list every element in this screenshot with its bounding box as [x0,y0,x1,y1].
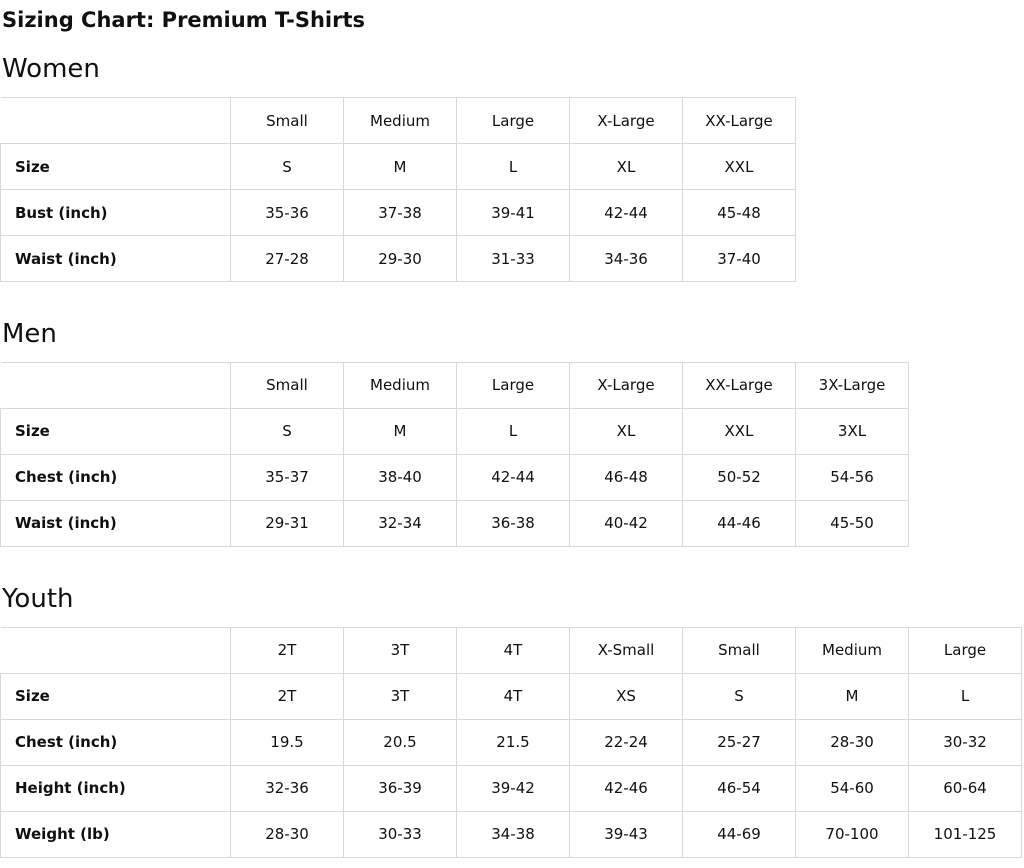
table-cell: 29-30 [344,236,457,282]
size-table-youth [0,627,1022,858]
table-cell: 30-33 [344,811,457,857]
row-header: Size [1,673,231,719]
table-cell: XS [570,673,683,719]
column-header: 3T [344,627,457,673]
table-row [1,454,909,500]
table-cell: 39-43 [570,811,683,857]
table-cell: 34-36 [570,236,683,282]
table-cell: 29-31 [231,500,344,546]
table-corner-cell [1,362,231,408]
table-header-row [1,98,796,144]
table-corner-cell [1,98,231,144]
table-row [1,236,796,282]
section-heading-youth: Youth [2,583,74,614]
table-cell: 25-27 [683,719,796,765]
table-cell: 70-100 [796,811,909,857]
table-cell: 21.5 [457,719,570,765]
table-cell: 32-36 [231,765,344,811]
table-cell: XL [570,144,683,190]
table-cell: 3XL [796,408,909,454]
column-header: XX-Large [683,98,796,144]
table-cell: 54-60 [796,765,909,811]
table-cell: M [344,144,457,190]
column-header: 2T [231,627,344,673]
table-cell: M [796,673,909,719]
table-cell: 22-24 [570,719,683,765]
table-cell: 36-38 [457,500,570,546]
table-cell: 27-28 [231,236,344,282]
table-row [1,719,1022,765]
column-header: Small [683,627,796,673]
table-cell: XXL [683,408,796,454]
table-cell: 45-50 [796,500,909,546]
row-header: Waist (inch) [1,236,231,282]
column-header: X-Large [570,362,683,408]
table-cell: 31-33 [457,236,570,282]
table-row [1,673,1022,719]
column-header: Medium [344,362,457,408]
table-row [1,144,796,190]
row-header: Chest (inch) [1,454,231,500]
row-header: Height (inch) [1,765,231,811]
table-cell: M [344,408,457,454]
table-cell: 101-125 [909,811,1022,857]
row-header: Size [1,144,231,190]
table-cell: 40-42 [570,500,683,546]
column-header: 3X-Large [796,362,909,408]
row-header: Size [1,408,231,454]
table-cell: 35-36 [231,190,344,236]
page-title: Sizing Chart: Premium T-Shirts [2,8,366,32]
column-header: XX-Large [683,362,796,408]
table-cell: 4T [457,673,570,719]
section-women [0,53,1024,282]
table-cell: 3T [344,673,457,719]
column-header: Large [457,362,570,408]
table-cell: 44-46 [683,500,796,546]
table-cell: XL [570,408,683,454]
size-table-men [0,362,909,547]
column-header: Large [457,98,570,144]
row-header: Bust (inch) [1,190,231,236]
table-cell: 60-64 [909,765,1022,811]
section-heading-men: Men [2,319,57,350]
table-cell: 20.5 [344,719,457,765]
sizing-chart-page [0,6,1024,858]
table-cell: 34-38 [457,811,570,857]
table-header-row [1,627,1022,673]
table-cell: L [457,408,570,454]
table-cell: L [909,673,1022,719]
table-cell: 46-48 [570,454,683,500]
section-heading-women: Women [2,54,100,85]
table-cell: 36-39 [344,765,457,811]
table-cell: 37-40 [683,236,796,282]
column-header: Medium [344,98,457,144]
table-row [1,190,796,236]
row-header: Chest (inch) [1,719,231,765]
table-corner-cell [1,627,231,673]
table-cell: XXL [683,144,796,190]
table-cell: 30-32 [909,719,1022,765]
table-cell: S [231,144,344,190]
table-cell: 39-42 [457,765,570,811]
table-cell: 44-69 [683,811,796,857]
table-cell: S [683,673,796,719]
section-men [0,318,1024,547]
table-cell: 32-34 [344,500,457,546]
table-cell: 42-44 [570,190,683,236]
table-row [1,408,909,454]
column-header: 4T [457,627,570,673]
table-cell: 46-54 [683,765,796,811]
row-header: Waist (inch) [1,500,231,546]
column-header: X-Large [570,98,683,144]
row-header: Weight (lb) [1,811,231,857]
column-header: X-Small [570,627,683,673]
table-row [1,765,1022,811]
table-cell: 35-37 [231,454,344,500]
table-cell: 38-40 [344,454,457,500]
table-cell: 42-46 [570,765,683,811]
column-header: Medium [796,627,909,673]
table-cell: 28-30 [231,811,344,857]
table-cell: 28-30 [796,719,909,765]
table-row [1,500,909,546]
table-row [1,811,1022,857]
column-header: Large [909,627,1022,673]
section-youth [0,583,1024,858]
table-cell: 19.5 [231,719,344,765]
table-cell: 42-44 [457,454,570,500]
table-cell: 39-41 [457,190,570,236]
table-cell: 54-56 [796,454,909,500]
table-cell: S [231,408,344,454]
size-table-women [0,97,796,282]
table-cell: L [457,144,570,190]
table-cell: 2T [231,673,344,719]
table-header-row [1,362,909,408]
column-header: Small [231,362,344,408]
table-cell: 45-48 [683,190,796,236]
table-cell: 50-52 [683,454,796,500]
column-header: Small [231,98,344,144]
table-cell: 37-38 [344,190,457,236]
